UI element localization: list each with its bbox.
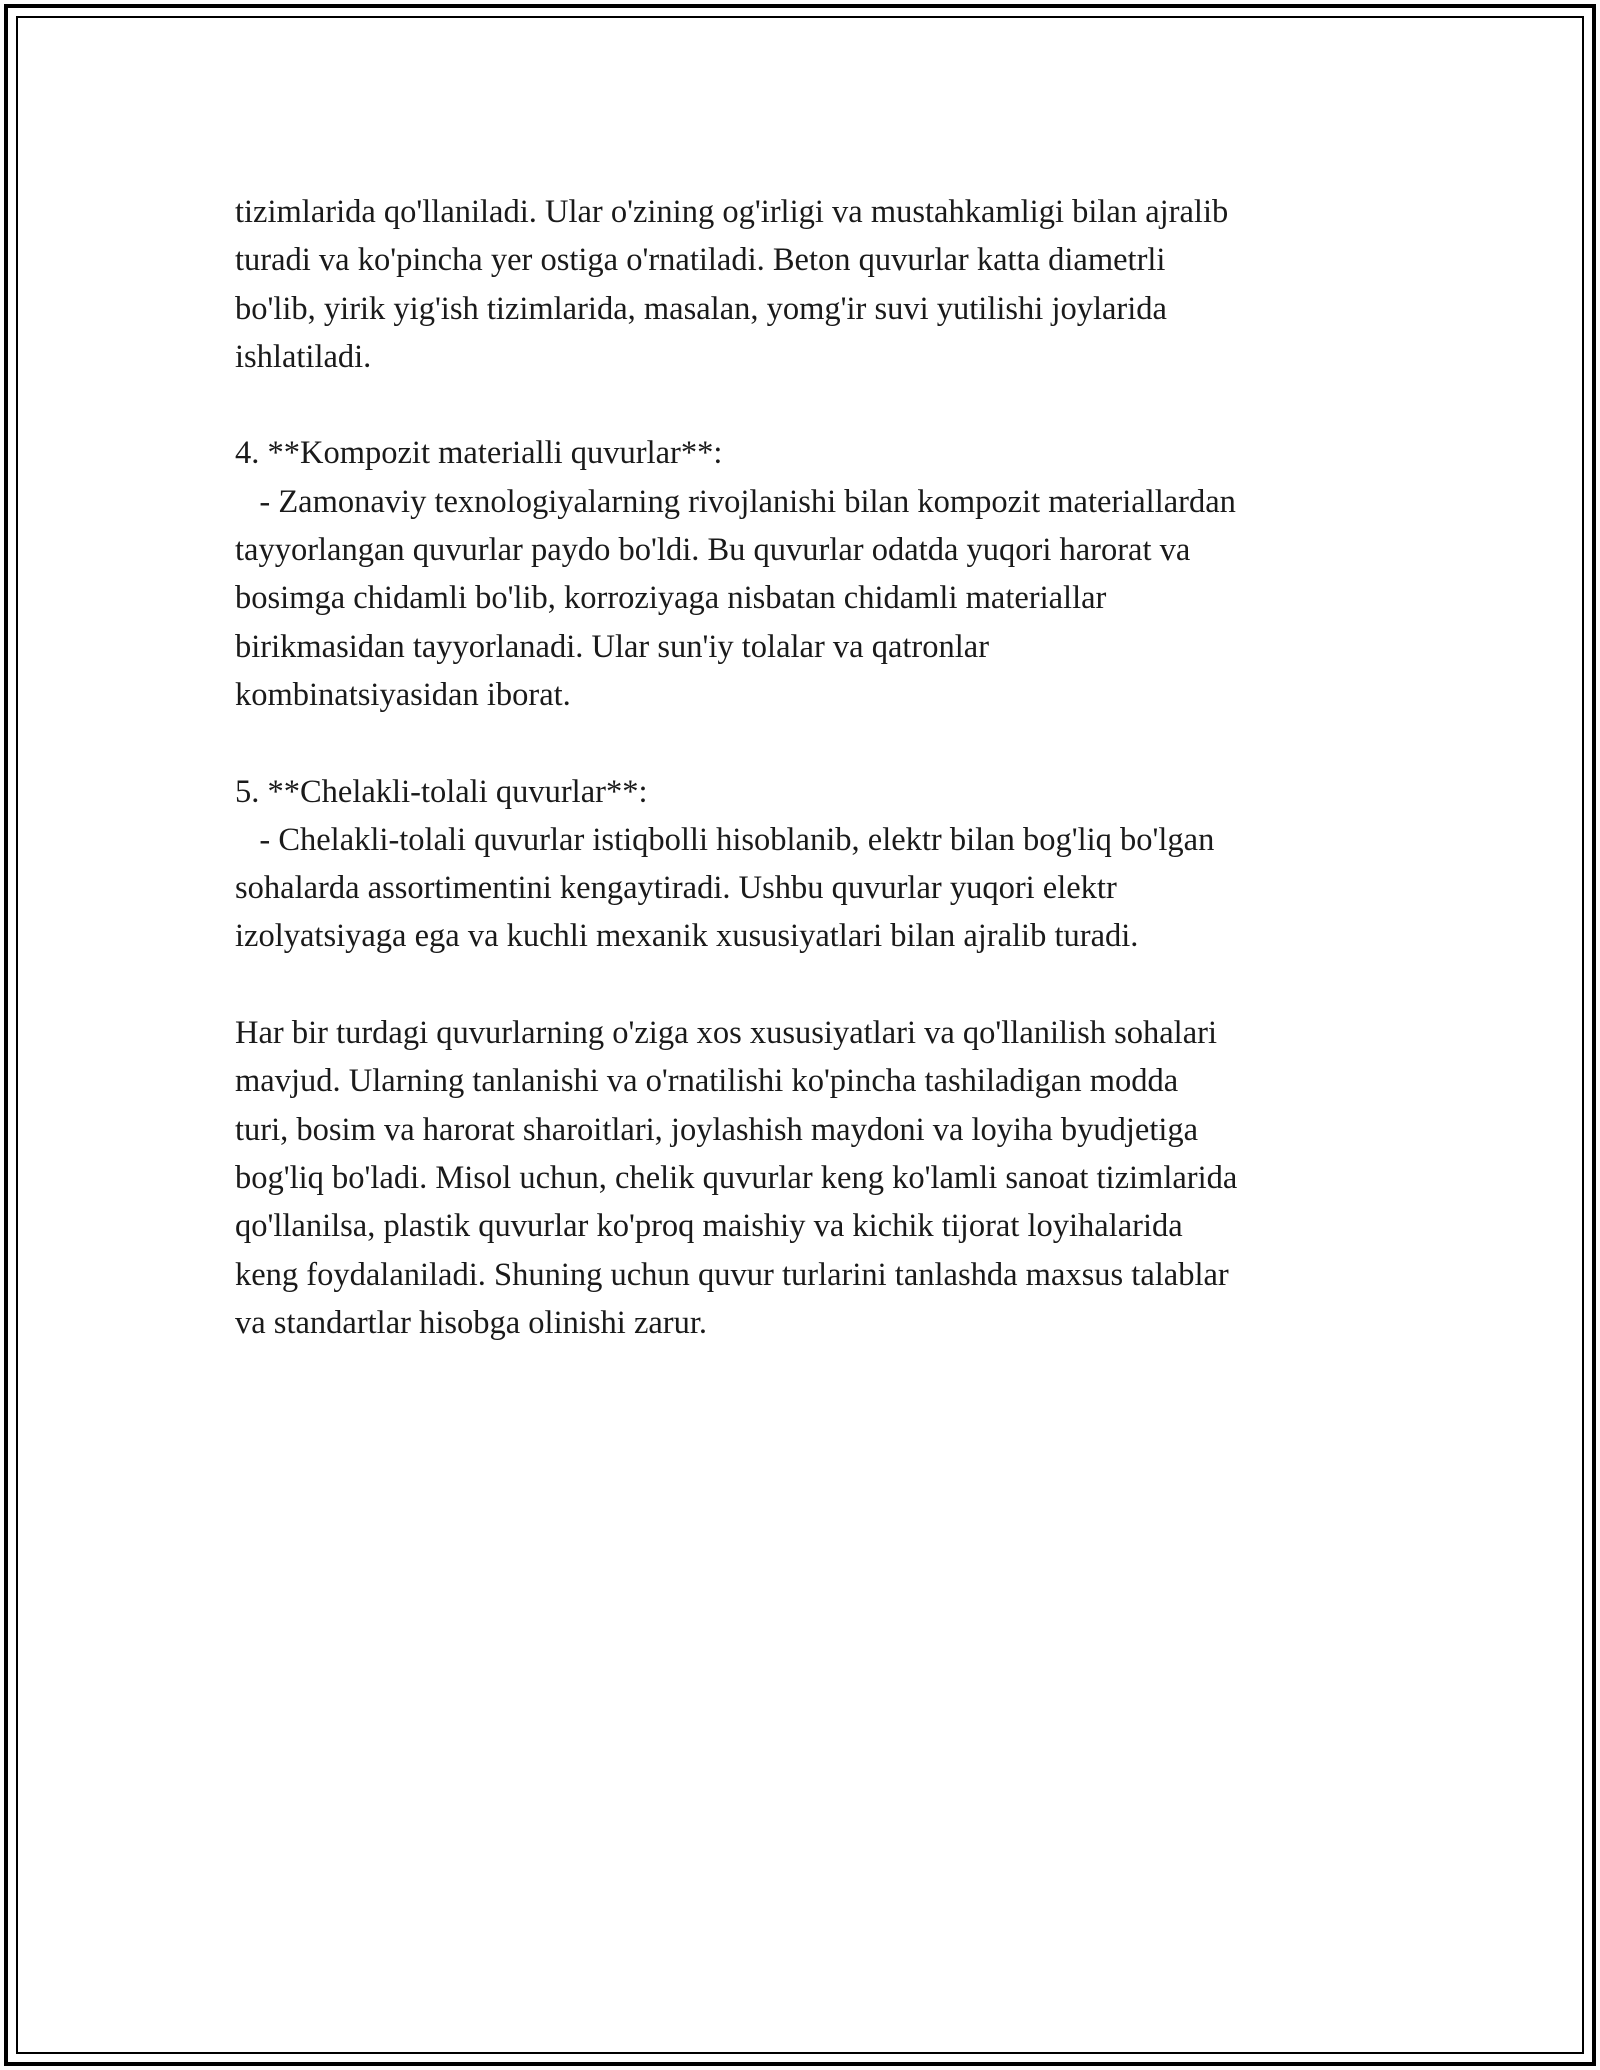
text-line: kombinatsiyasidan iborat.	[235, 676, 571, 713]
paragraph-gap	[235, 719, 1375, 767]
text-line: qo'llanilsa, plastik quvurlar ko'proq maishiy va kichik tijorat loyihalarida	[235, 1208, 1183, 1245]
text-line: Har bir turdagi quvurlarning o'ziga xos xususiyatlari va qo'llanilish sohalari	[235, 1015, 1217, 1052]
text-line: ishlatiladi.	[235, 338, 372, 375]
text-line: va standartlar hisobga olinishi zarur.	[235, 1304, 708, 1341]
paragraph-gap	[235, 961, 1375, 1009]
paragraph-conclusion	[235, 1009, 1375, 1347]
text-line: turadi va ko'pincha yer ostiga o'rnatiladi. Beton quvurlar katta diametrli	[235, 242, 1166, 279]
text-line: bog'liq bo'ladi. Misol uchun, chelik quvurlar keng ko'lamli sanoat tizimlarida	[235, 1159, 1238, 1196]
text-line: izolyatsiyaga ega va kuchli mexanik xususiyatlari bilan ajralib turadi.	[235, 918, 1139, 955]
text-line: bo'lib, yirik yig'ish tizimlarida, masalan, yomg'ir suvi yutilishi joylarida	[235, 290, 1167, 327]
text-line: sohalarda assortimentini kengaytiradi. Ushbu quvurlar yuqori elektr	[235, 870, 1117, 907]
section-heading: 4. **Kompozit materialli quvurlar**:	[235, 435, 723, 472]
section-fiber-pipes	[235, 768, 1375, 961]
document-body	[235, 188, 1375, 1347]
text-line: birikmasidan tayyorlanadi. Ular sun'iy tolalar va qatronlar	[235, 628, 990, 665]
text-line: keng foydalaniladi. Shuning uchun quvur turlarini tanlashda maxsus talablar	[235, 1256, 1229, 1293]
paragraph-intro	[235, 188, 1375, 381]
text-line: mavjud. Ularning tanlanishi va o'rnatilishi ko'pincha tashiladigan modda	[235, 1063, 1179, 1100]
text-line: - Zamonaviy texnologiyalarning rivojlanishi bilan kompozit materiallardan	[235, 483, 1236, 520]
text-line: turi, bosim va harorat sharoitlari, joylashish maydoni va loyiha byudjetiga	[235, 1111, 1199, 1148]
text-line: - Chelakli-tolali quvurlar istiqbolli hisoblanib, elektr bilan bog'liq bo'lgan	[235, 821, 1215, 858]
text-line: tayyorlangan quvurlar paydo bo'ldi. Bu quvurlar odatda yuqori harorat va	[235, 532, 1191, 569]
paragraph-gap	[235, 381, 1375, 429]
text-line: bosimga chidamli bo'lib, korroziyaga nisbatan chidamli materiallar	[235, 580, 1107, 617]
section-heading: 5. **Chelakli-tolali quvurlar**:	[235, 773, 648, 810]
section-composite-pipes	[235, 429, 1375, 719]
text-line: tizimlarida qo'llaniladi. Ular o'zining og'irligi va mustahkamligi bilan ajralib	[235, 194, 1229, 230]
